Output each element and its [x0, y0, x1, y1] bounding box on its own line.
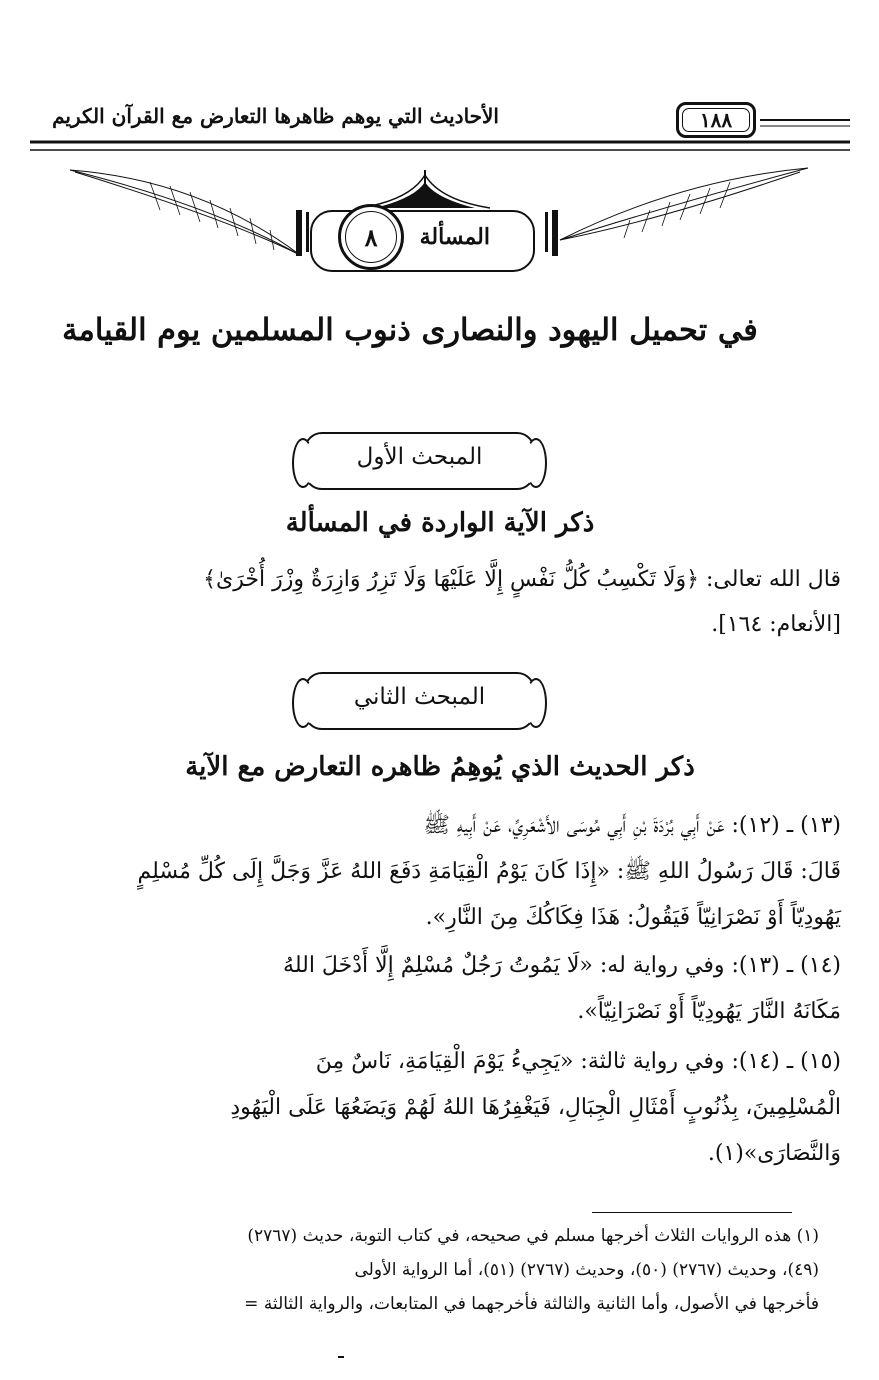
verse-line: قال الله تعالى: ﴿وَلَا تَكْسِبُ كُلُّ نَفْسٍ إِلَّا عَلَيْهَا وَلَا تَزِرُ وَازِرَةٌ وِزْرَ أُخْرَىٰ﴾: [203, 567, 841, 592]
footnote-line: (٤٩)، وحديث (٢٧٦٧) (٥٠)، وحديث (٢٧٦٧) (٥١)، أما الرواية الأولى: [354, 1260, 819, 1280]
verse-reference: [الأنعام: ١٦٤].: [711, 612, 841, 637]
hadith-line: يَهُودِيّاً أَوْ نَصْرَانِيّاً فَيَقُولُ: هَذَا فِكَاكُكَ مِنَ النَّارِ».: [425, 905, 841, 930]
running-title: الأحاديث التي يوهم ظاهرها التعارض مع القرآن الكريم: [52, 104, 499, 128]
section-badge-label: المبحث الأول: [356, 444, 483, 470]
hadith-line: قَالَ: قَالَ رَسُولُ اللهِ ﷺ: «إِذَا كَانَ يَوْمُ الْقِيَامَةِ دَفَعَ اللهُ عَزَّ وَجَلَّ إِلَى كُلِّ مُسْلِمٍ: [137, 859, 841, 884]
footnote-line: فأخرجها في الأصول، وأما الثانية والثالثة فأخرجهما في المتابعات، والرواية الثالثة =: [244, 1294, 819, 1314]
section-badge-first: [292, 432, 547, 490]
footer-mark: [338, 1356, 344, 1358]
section-heading-first: ذكر الآية الواردة في المسألة: [285, 508, 595, 538]
section-badge-second: [292, 672, 547, 730]
header-rules: [0, 0, 879, 170]
chapter-title: في تحميل اليهود والنصارى ذنوب المسلمين يوم القيامة: [62, 312, 758, 348]
hadith-line: (١٥) ـ (١٤): وفي رواية ثالثة: «يَجِيءُ يَوْمَ الْقِيَامَةِ، نَاسٌ مِنَ: [315, 1049, 841, 1074]
hadith-line: (١٤) ـ (١٣): وفي رواية له: «لَا يَمُوتُ رَجُلٌ مُسْلِمٌ إِلَّا أَدْخَلَ اللهُ: [283, 953, 841, 978]
hadith-line: مَكَانَهُ النَّارَ يَهُودِيّاً أَوْ نَصْرَانِيّاً».: [577, 999, 841, 1024]
page-number: ١٨٨: [676, 102, 756, 138]
footnote-rule: [592, 1212, 792, 1213]
issue-label: المسألة: [419, 224, 490, 250]
section-heading-second: ذكر الحديث الذي يُوهِمُ ظاهره التعارض مع الآية: [185, 752, 695, 782]
hadith-line: وَالنَّصَارَى»(١).: [707, 1141, 841, 1166]
section-badge-label: المبحث الثاني: [353, 684, 486, 710]
issue-banner: [310, 210, 535, 272]
hadith-line: (١٣) ـ (١٢): عَنْ أَبِي بُرْدَةَ بْنِ أَبِي مُوسَى الأَشْعَرِيِّ، عَنْ أَبِيهِ ﷺ: [423, 813, 841, 838]
issue-number: ٨: [338, 204, 404, 270]
footnote-line: (١) هذه الروايات الثلاث أخرجها مسلم في صحيحه، في كتاب التوبة، حديث (٢٧٦٧): [247, 1226, 819, 1246]
running-header: [0, 0, 879, 170]
hadith-line: الْمُسْلِمِينَ، بِذُنُوبٍ أَمْثَالِ الْجِبَالِ، فَيَغْفِرُهَا اللهُ لَهُمْ وَيَضَعُهَا عَلَى الْيَهُودِ: [230, 1095, 841, 1120]
